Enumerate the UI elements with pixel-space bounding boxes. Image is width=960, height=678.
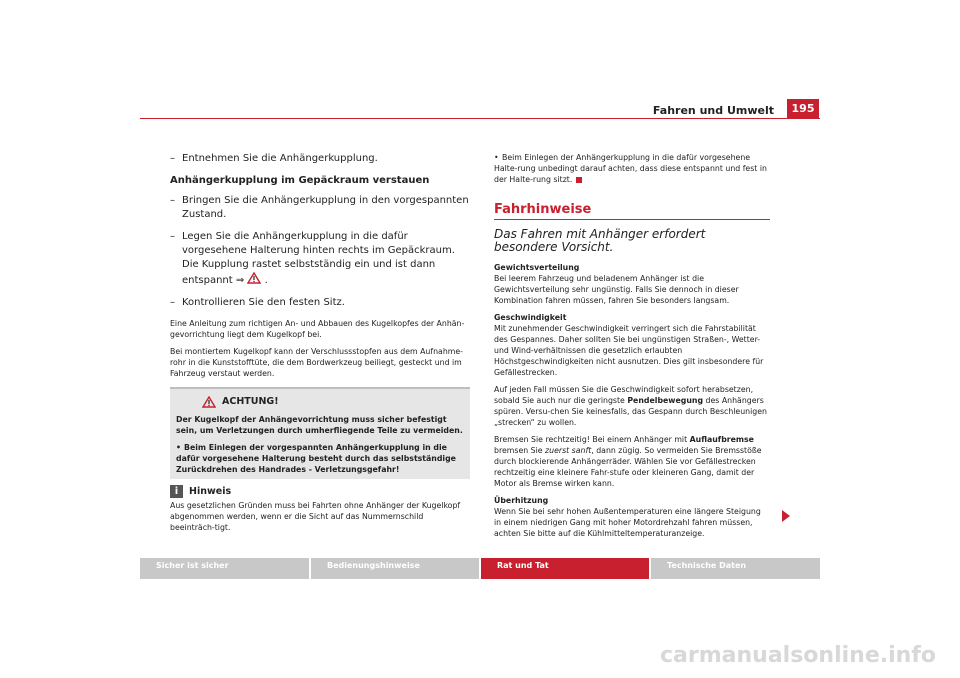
next-page-arrow-icon[interactable] <box>782 510 790 522</box>
bullet-icon: • <box>494 153 499 162</box>
section-subtitle: Das Fahren mit Anhänger erfordert besondere Vorsicht. <box>494 227 706 254</box>
step-text: Legen Sie die Anhängerkupplung in die dafür vorgesehene Halterung hinten rechts im Gepäckraum. Die Kupplung rastet selbstständig ein und ist dann entspannt ⇒ <box>182 231 455 286</box>
step-prestress: – Bringen Sie die Anhängerkupplung in den vorgespannten Zustand. <box>170 195 469 220</box>
bullet-icon: • <box>176 443 181 452</box>
footer-tab-technical[interactable]: Technische Daten <box>651 558 820 579</box>
footer-tab-safety[interactable]: Sicher ist sicher <box>140 558 309 579</box>
subheading: Gewichtsverteilung <box>494 263 580 272</box>
warning-triangle-icon <box>247 272 261 284</box>
paragraph: Mit zunehmender Geschwindigkeit verringert sich die Fahrstabilität des Gespannes. Daher sollten Sie bei ungünstigen Straßen-, Wetter- und Wind-verhältnissen die gesetzlich erlaubten Höchstgeschwindigkeiten nicht ausnutzen. Dies gilt insbesondere für Gefällestrecken. <box>494 324 764 377</box>
paragraph: Bei montiertem Kugelkopf kann der Verschlussstopfen aus dem Aufnahme-rohr in die Kunststofftüte, die dem Bordwerkzeug beiliegt, gesteckt und im Fahrzeug verstaut werden. <box>170 347 463 378</box>
footer-tab-operation[interactable]: Bedienungshinweise <box>311 558 479 579</box>
note-icon: i <box>170 485 183 498</box>
paragraph: Wenn Sie bei sehr hohen Außentemperaturen eine längere Steigung in einem niedrigen Gang mit hoher Motordrehzahl fahren müssen, achten Sie bitte auf die Kühlmitteltemperaturanzeige. <box>494 507 761 538</box>
step-check: – Kontrollieren Sie den festen Sitz. <box>170 297 345 308</box>
paragraph: Bremsen Sie rechtzeitig! Bei einem Anhänger mit Auflaufbremse bremsen Sie zuerst sanft, dann zügig. So vermeiden Sie Bremsstöße durch blockierende Anhängerräder. Wählen Sie vor Gefällestrecken rechtzeitig eine kleinere Fahr-stufe oder kleineren Gang, damit der Motor als Bremse wirken kann. <box>494 435 762 488</box>
section-title: Fahrhinweise <box>494 202 592 217</box>
section-rule <box>494 219 770 220</box>
paragraph: Eine Anleitung zum richtigen An- und Abbauen des Kugelkopfes der Anhän-gevorrichtung liegt dem Kugelkopf bei. <box>170 319 465 339</box>
step-remove: – Entnehmen Sie die Anhängerkupplung. <box>170 153 378 164</box>
header-rule <box>140 118 820 119</box>
page-number: 195 <box>787 99 819 118</box>
warning-text: Der Kugelkopf der Anhängevorrichtung muss sicher befestigt sein, um Verletzungen durch umherfliegende Teile zu vermeiden. <box>176 415 463 435</box>
section-heading: Anhängerkupplung im Gepäckraum verstauen <box>170 175 430 186</box>
note-heading <box>170 485 470 498</box>
subheading: Überhitzung <box>494 496 549 505</box>
footer-tab-advice[interactable]: Rat und Tat <box>481 558 649 579</box>
bullet-text: Beim Einlegen der Anhängerkupplung in die dafür vorgesehene Halte-rung unbedingt darauf achten, dass diese entspannt und fest in der Halte-rung sitzt. <box>494 153 767 184</box>
paragraph: Bei leerem Fahrzeug und beladenem Anhänger ist die Gewichtsverteilung sehr ungünstig. Falls Sie dennoch in dieser Kombination fahren müssen, fahren Sie besonders langsam. <box>494 274 739 305</box>
warning-box <box>170 387 470 479</box>
step-text: Entnehmen Sie die Anhängerkupplung. <box>182 153 378 164</box>
warning-text: Beim Einlegen der vorgespannten Anhängerkupplung in die dafür vorgesehene Halterung besteht durch das selbstständige Zurückdrehen des Handrades - Verletzungsgefahr! <box>176 443 456 474</box>
note-text: Aus gesetzlichen Gründen muss bei Fahrten ohne Anhänger der Kugelkopf abgenommen werden, wenn er die Sicht auf das Nummernschild beeinträch-tigt. <box>170 501 461 532</box>
step-text: Bringen Sie die Anhängerkupplung in den vorgespannten Zustand. <box>182 195 469 220</box>
header-title: Fahren und Umwelt <box>652 104 774 117</box>
warning-triangle-icon <box>202 396 216 408</box>
note-title: Hinweis <box>189 486 232 497</box>
end-marker-icon <box>576 177 582 183</box>
step-text: Kontrollieren Sie den festen Sitz. <box>182 297 345 308</box>
subheading: Geschwindigkeit <box>494 313 567 322</box>
warning-title: ACHTUNG! <box>222 396 279 407</box>
right-column <box>494 152 770 545</box>
paragraph: Auf jeden Fall müssen Sie die Geschwindigkeit sofort herabsetzen, sobald Sie auch nur die geringste Pendelbewegung des Anhängers spüren. Versu-chen Sie keinesfalls, das Gespann durch Beschleunigen „strecken“ zu wollen. <box>494 385 767 427</box>
step-insert: – Legen Sie die Anhängerkupplung in die dafür vorgesehene Halterung hinten rechts im Gepäckraum. Die Kupplung rastet selbstständig ein und ist dann entspannt ⇒ . <box>170 231 455 286</box>
left-column <box>170 152 470 539</box>
watermark: carmanualsonline.info <box>660 643 936 668</box>
step-text-end: . <box>264 275 268 286</box>
